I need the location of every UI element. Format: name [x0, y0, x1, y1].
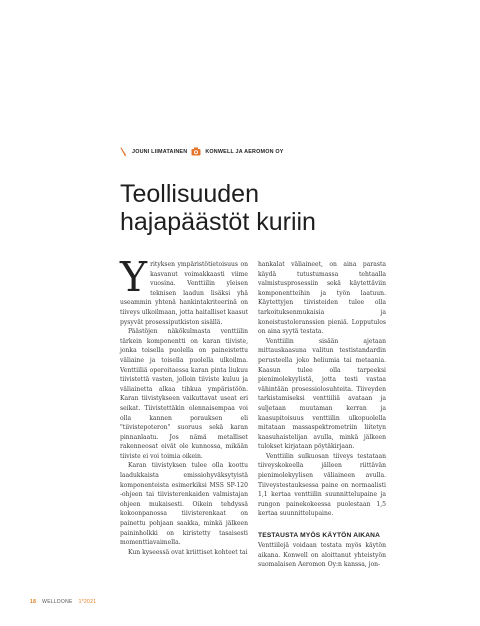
pen-icon [120, 146, 128, 157]
byline-author: JOUNI LIIMATAINEN [132, 148, 188, 155]
paragraph: hankalat väliaineet, on aina parasta käydä tutustumassa tehtaalla valmistusprosessiin sekä käytettäviin komponentteihin ja työn laatuun. Käytettyjen tiivisteiden tulee olla tarkoituksenmukaisia ja koneistustoleranssien pieniä. Lopputulos on aina syytä testata. [258, 261, 386, 336]
left-column [120, 253, 248, 557]
magazine-name: WELLDONE [42, 599, 73, 605]
byline [120, 146, 284, 157]
paragraph: Kun kyseessä ovat kriittiset kohteet tai [128, 548, 248, 556]
camera-icon [191, 147, 201, 156]
title-line-2: hajapäästöt kuriin [120, 208, 316, 236]
paragraph-text: rityksen ympäristötietoisuus on kasvanut voimakkaasti viime vuosina. Venttiilin yleisen teknisen laadun lisäksi yhä useammin yhtenä hankintakriteerinä on tiiveys ulkoilmaan, jotta haitalliset kaasut pysyvät prosessiputkiston sisällä. [120, 261, 248, 326]
section-subheading: TESTAUSTA MYÖS KÄYTÖN AIKANA [258, 532, 381, 540]
title-line-1: Teollisuuden [120, 180, 259, 208]
drop-cap: Y [120, 253, 148, 301]
paragraph [120, 253, 248, 327]
page-number: 18 [30, 599, 37, 605]
issue-number: 1*2021 [78, 599, 97, 605]
paragraph: Päästöjen näkökulmasta venttiilin tärkein komponentti on karan tiiviste, jonka toisella puolella on paineistettu väliaine ja toisella puolella ulkoilma. Venttiiliä operoitaessa karan pinta liukuu tiivistettä vasten, jolloin tiiviste kuluu ja väliainetta alkaa tihkua ympäristöön. Karan tiivistykseen vaikuttavat useat eri seikat. Tiivistettäkin olennaisempaa voi olla kannen porauksen eli "tiivistepoteron" suoruus sekä karan pinnanlaatu. Jos nämä metalliset rakenneosat eivät ole kunnossa, mikään tiiviste ei voi toimia oikein. [120, 328, 248, 460]
page-footer [30, 599, 96, 605]
paragraph: Karan tiivistyksen tulee olla koottu laadukkaista emissiohyväksytyistä komponenteista esimerkiksi MSS SP-120 -ohjeen tai tiivisterenkaiden valmistajan ohjeen mukaisesti. Oikein tehdyssä kokoonpanossa tiivisterenkaat on painettu pohjaan saakka, minkä jälkeen paininholkki on kiristetty tasaisesti momenttiavaimella. [120, 462, 248, 547]
article-title [120, 180, 400, 236]
paragraph: Venttiilejä voidaan testata myös käytön aikana. Konwell on aloittanut yhteistyön suomalaisen Aeromon Oy:n kanssa, jon- [258, 542, 386, 569]
right-column [258, 260, 386, 570]
paragraph: Venttiilin sulkuosan tiiveys testataan tiiveyskokeella jälleen riittävän pienimolekyylisen väliaineen avulla. Tiiveystestauksessa paine on normaalisti 1,1 kertaa venttiilin suunnittelupaine ja rungon painekokeessa puolestaan 1,5 kertaa suunnittelupaine. [258, 452, 386, 518]
paragraph: Venttiilin sisään ajetaan mittauskaasuna valitun testistandardin perusteella joko heliumia tai metaania. Kaasun tulee olla tarpeeksi pienimolekyylistä, jotta testi vastaa vähintään prosessiolosuhteita. Tiiveyden tarkistamiseksi venttiiliä avataan ja suljetaan muutaman kerran ja kaasupitoisuus venttiilin ulkopuolella mitataan massaspektrometriin liitetyn kaasuhaistelijan avulla, minkä jälkeen tulokset kirjataan pöytäkirjaan. [258, 337, 386, 451]
byline-photo-credit: KONWELL JA AEROMON OY [205, 148, 284, 155]
